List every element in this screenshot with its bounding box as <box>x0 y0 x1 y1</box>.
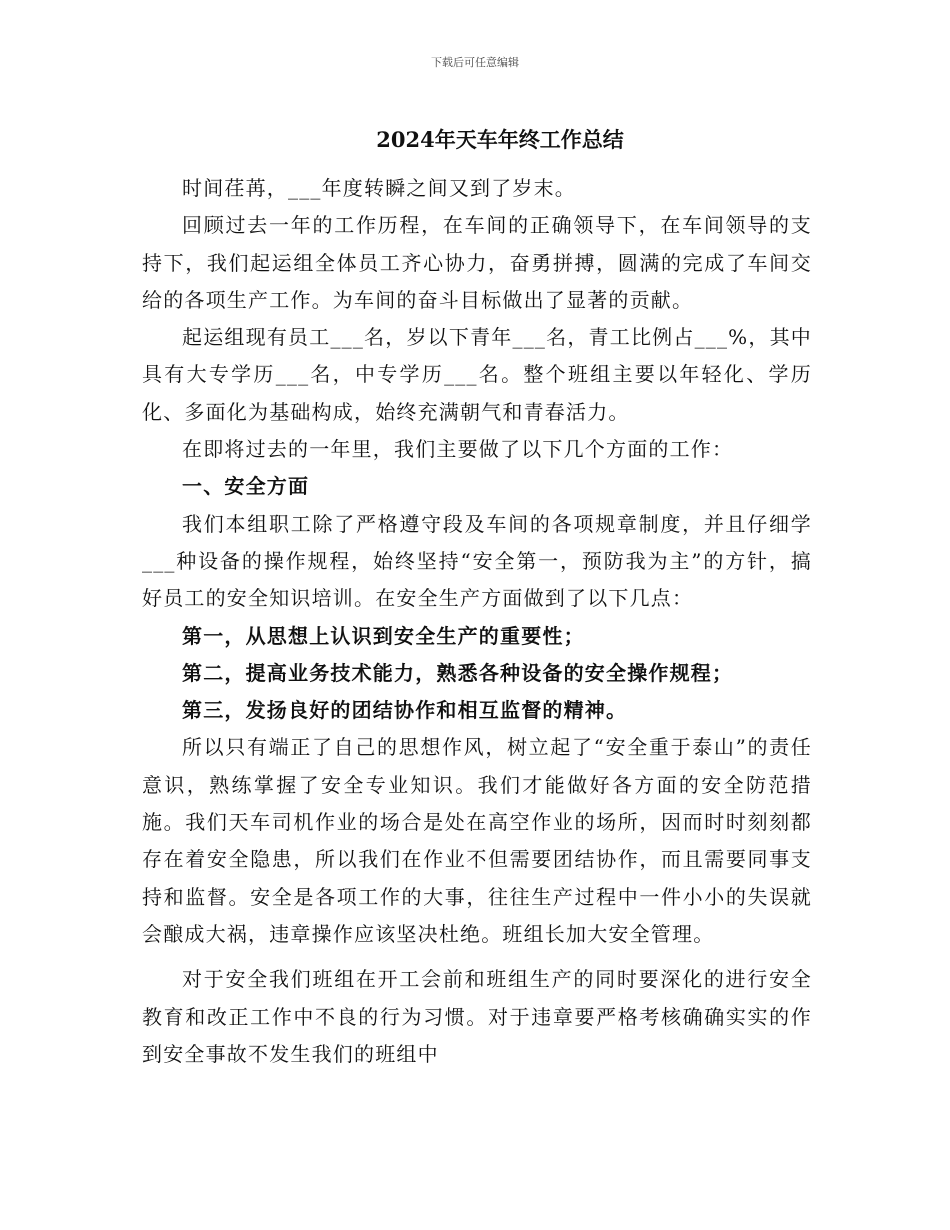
paragraph-safety-education: 对于安全我们班组在开工会前和班组生产的同时要深化的进行安全教育和改正工作中不良的行为习惯。对于违章要严格考核确确实实的作到安全事故不发生我们的班组中 <box>142 967 812 1066</box>
paragraph-work-overview: 在即将过去的一年里，我们主要做了以下几个方面的工作： <box>182 437 734 462</box>
paragraph-intro: 时间荏苒，___年度转瞬之间又到了岁末。 <box>182 176 576 200</box>
page-header-note: 下载后可任意编辑 <box>431 56 519 69</box>
safety-point-1: 第一，从思想上认识到安全生产的重要性； <box>182 623 585 648</box>
safety-point-3: 第三，发扬良好的团结协作和相互监督的精神。 <box>182 698 628 723</box>
document-title: 2024年天车年终工作总结 <box>376 127 624 152</box>
paragraph-safety-rules: 我们本组职工除了严格遵守段及车间的各项规章制度，并且仔细学___种设备的操作规程，始终坚持“安全第一，预防我为主”的方针，搞好员工的安全知识培训。在安全生产方面做到了以下几点： <box>142 511 812 611</box>
paragraph-safety-awareness: 所以只有端正了自己的思想作风，树立起了“安全重于泰山”的责任意识，熟练掌握了安全专业知识。我们才能做好各方面的安全防范措施。我们天车司机作业的场合是处在高空作业的场所，因而时时刻刻都存在着安全隐患，所以我们在作业不但需要团结协作，而且需要同事支持和监督。安全是各项工作的大事，往往生产过程中一件小小的失误就会酿成大祸，违章操作应该坚决杜绝。班组长加大安全管理。 <box>142 735 812 946</box>
section-heading-safety: 一、安全方面 <box>182 474 310 499</box>
document-body <box>142 170 812 1073</box>
paragraph-review: 回顾过去一年的工作历程，在车间的正确领导下，在车间领导的支持下，我们起运组全体员工齐心协力，奋勇拼搏，圆满的完成了车间交给的各项生产工作。为车间的奋斗目标做出了显著的贡献。 <box>142 213 812 312</box>
paragraph-team-composition: 起运组现有员工___名，岁以下青年___名，青工比例占___%，其中具有大专学历___名，中专学历___名。整个班组主要以年轻化、学历化、多面化为基础构成，始终充满朝气和青春活力。 <box>142 325 812 424</box>
safety-point-2: 第二，提高业务技术能力，熟悉各种设备的安全操作规程； <box>182 660 734 685</box>
